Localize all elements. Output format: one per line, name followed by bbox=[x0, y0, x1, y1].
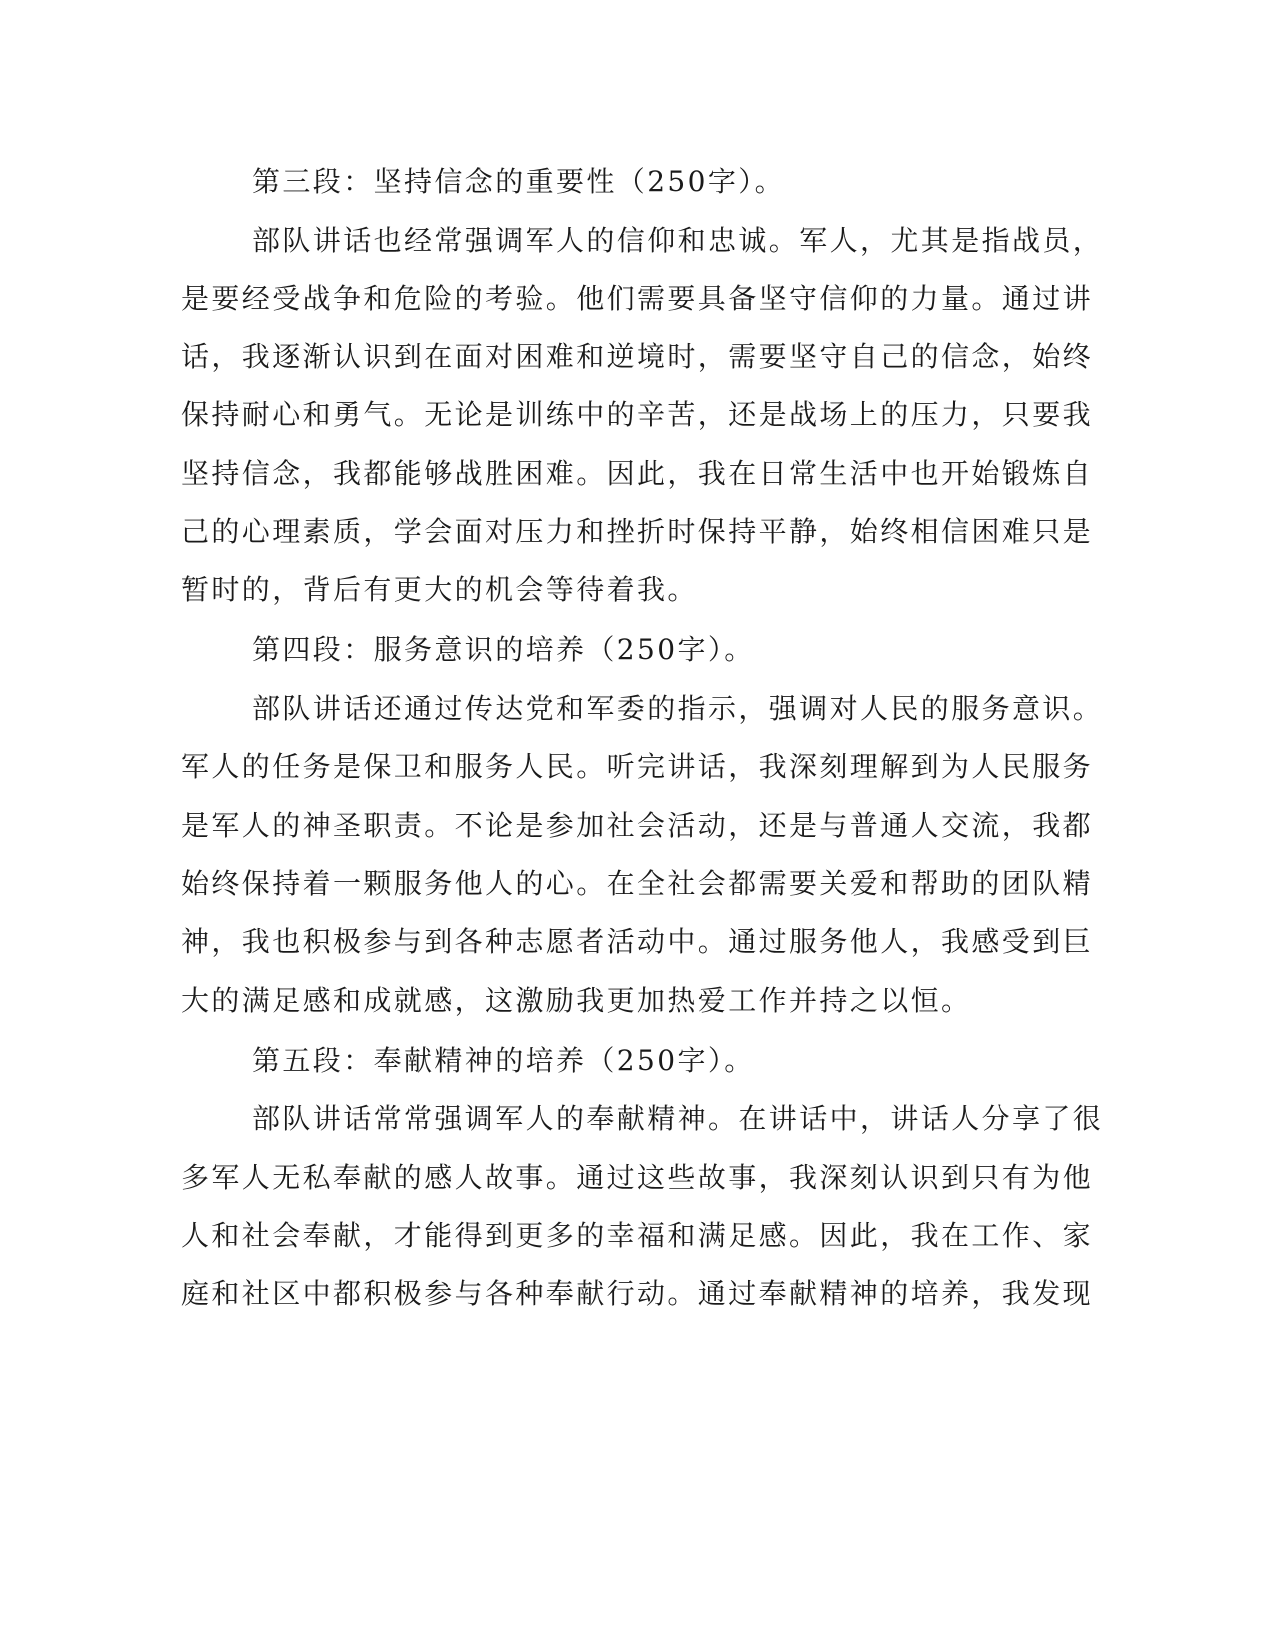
paragraph-line: 始终保持着一颗服务他人的心。在全社会都需要关爱和帮助的团队精 bbox=[181, 867, 1094, 900]
paragraph-line: 部队讲话也经常强调军人的信仰和忠诚。军人，尤其是指战员， bbox=[252, 224, 1104, 257]
paragraph-line: 是军人的神圣职责。不论是参加社会活动，还是与普通人交流，我都 bbox=[181, 809, 1094, 842]
section-heading-3: 第三段：坚持信念的重要性（250字）。 bbox=[252, 165, 786, 198]
section-heading-4: 第四段：服务意识的培养（250字）。 bbox=[252, 633, 755, 666]
paragraph-line: 人和社会奉献，才能得到更多的幸福和满足感。因此，我在工作、家 bbox=[181, 1219, 1094, 1252]
paragraph-line: 部队讲话还通过传达党和军委的指示，强调对人民的服务意识。 bbox=[252, 692, 1104, 725]
paragraph-line: 是要经受战争和危险的考验。他们需要具备坚守信仰的力量。通过讲 bbox=[181, 282, 1094, 315]
paragraph-line: 己的心理素质，学会面对压力和挫折时保持平静，始终相信困难只是 bbox=[181, 515, 1094, 548]
paragraph-line: 庭和社区中都积极参与各种奉献行动。通过奉献精神的培养，我发现 bbox=[181, 1277, 1094, 1310]
paragraph-line: 部队讲话常常强调军人的奉献精神。在讲话中，讲话人分享了很 bbox=[252, 1102, 1104, 1135]
paragraph-line: 保持耐心和勇气。无论是训练中的辛苦，还是战场上的压力，只要我 bbox=[181, 398, 1094, 431]
paragraph-line: 多军人无私奉献的感人故事。通过这些故事，我深刻认识到只有为他 bbox=[181, 1161, 1094, 1194]
paragraph-line: 暂时的，背后有更大的机会等待着我。 bbox=[181, 573, 698, 606]
paragraph-line: 军人的任务是保卫和服务人民。听完讲话，我深刻理解到为人民服务 bbox=[181, 750, 1094, 783]
section-heading-5: 第五段：奉献精神的培养（250字）。 bbox=[252, 1044, 755, 1077]
paragraph-line: 神，我也积极参与到各种志愿者活动中。通过服务他人，我感受到巨 bbox=[181, 925, 1094, 958]
paragraph-line: 大的满足感和成就感，这激励我更加热爱工作并持之以恒。 bbox=[181, 984, 972, 1017]
paragraph-line: 坚持信念，我都能够战胜困难。因此，我在日常生活中也开始锻炼自 bbox=[181, 457, 1094, 490]
paragraph-line: 话，我逐渐认识到在面对困难和逆境时，需要坚守自己的信念，始终 bbox=[181, 340, 1094, 373]
